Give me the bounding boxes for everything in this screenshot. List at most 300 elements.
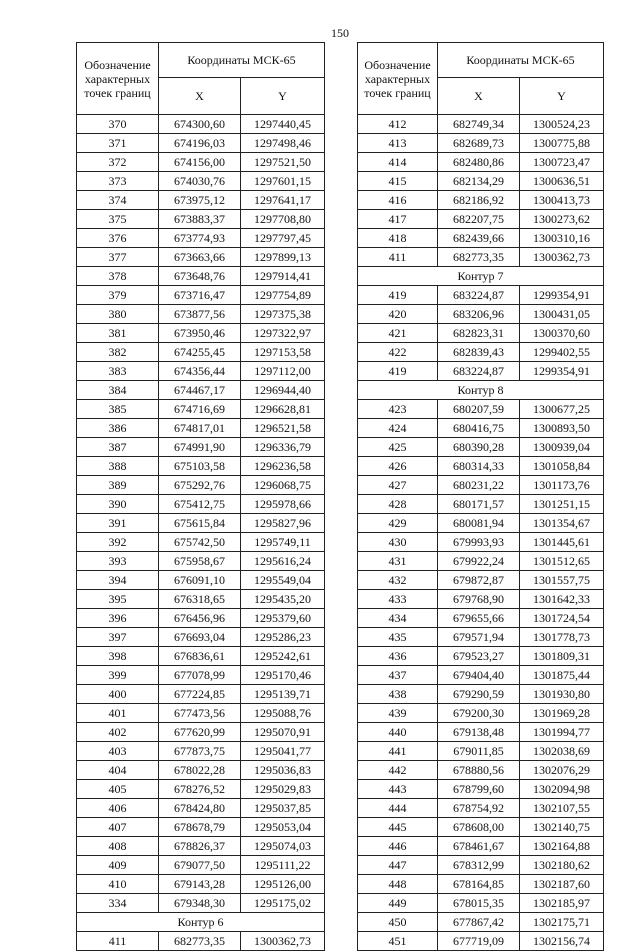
contour-row bbox=[77, 913, 325, 932]
x-cell: 674817,01 bbox=[159, 419, 241, 438]
x-cell: 680171,57 bbox=[438, 495, 520, 514]
x-cell: 679523,27 bbox=[438, 647, 520, 666]
point-cell: 403 bbox=[77, 742, 159, 761]
x-cell: 674030,76 bbox=[159, 172, 241, 191]
y-cell: 1300775,88 bbox=[520, 134, 604, 153]
y-cell: 1295379,60 bbox=[241, 609, 325, 628]
y-cell: 1300939,04 bbox=[520, 438, 604, 457]
y-cell: 1302180,62 bbox=[520, 856, 604, 875]
point-cell: 425 bbox=[358, 438, 438, 457]
x-cell: 678164,85 bbox=[438, 875, 520, 894]
point-cell: 394 bbox=[77, 571, 159, 590]
table-row bbox=[358, 514, 604, 533]
contour-label: Контур 8 bbox=[358, 381, 604, 400]
table-row bbox=[77, 343, 325, 362]
table-row bbox=[358, 438, 604, 457]
table-row bbox=[358, 799, 604, 818]
table-row bbox=[358, 552, 604, 571]
y-cell: 1299354,91 bbox=[520, 362, 604, 381]
x-cell: 674991,90 bbox=[159, 438, 241, 457]
table-row bbox=[77, 476, 325, 495]
point-cell: 416 bbox=[358, 191, 438, 210]
y-cell: 1300723,47 bbox=[520, 153, 604, 172]
x-cell: 683224,87 bbox=[438, 362, 520, 381]
x-cell: 674156,00 bbox=[159, 153, 241, 172]
table-row bbox=[77, 685, 325, 704]
point-cell: 419 bbox=[358, 286, 438, 305]
y-cell: 1295139,71 bbox=[241, 685, 325, 704]
point-cell: 449 bbox=[358, 894, 438, 913]
y-cell: 1296628,81 bbox=[241, 400, 325, 419]
point-cell: 434 bbox=[358, 609, 438, 628]
y-cell: 1297899,13 bbox=[241, 248, 325, 267]
y-cell: 1297112,00 bbox=[241, 362, 325, 381]
x-cell: 678880,56 bbox=[438, 761, 520, 780]
point-cell: 424 bbox=[358, 419, 438, 438]
table-row bbox=[358, 723, 604, 742]
y-cell: 1297797,45 bbox=[241, 229, 325, 248]
y-cell: 1297153,58 bbox=[241, 343, 325, 362]
x-cell: 682839,43 bbox=[438, 343, 520, 362]
point-cell: 396 bbox=[77, 609, 159, 628]
x-cell: 679348,30 bbox=[159, 894, 241, 913]
y-cell: 1297708,80 bbox=[241, 210, 325, 229]
table-row bbox=[77, 818, 325, 837]
table-row bbox=[358, 305, 604, 324]
x-cell: 682773,35 bbox=[438, 248, 520, 267]
y-cell: 1296068,75 bbox=[241, 476, 325, 495]
table-row bbox=[77, 495, 325, 514]
point-cell: 412 bbox=[358, 115, 438, 134]
point-cell: 371 bbox=[77, 134, 159, 153]
y-cell: 1297498,46 bbox=[241, 134, 325, 153]
y-cell: 1299354,91 bbox=[520, 286, 604, 305]
table-row bbox=[358, 248, 604, 267]
point-cell: 370 bbox=[77, 115, 159, 134]
table-row bbox=[358, 685, 604, 704]
point-cell: 404 bbox=[77, 761, 159, 780]
point-cell: 437 bbox=[358, 666, 438, 685]
y-cell: 1296944,40 bbox=[241, 381, 325, 400]
table-row bbox=[77, 742, 325, 761]
x-cell: 676318,65 bbox=[159, 590, 241, 609]
y-cell: 1302185,97 bbox=[520, 894, 604, 913]
x-cell: 674356,44 bbox=[159, 362, 241, 381]
x-cell: 679571,94 bbox=[438, 628, 520, 647]
y-cell: 1300677,25 bbox=[520, 400, 604, 419]
table-row bbox=[77, 267, 325, 286]
table-row bbox=[358, 742, 604, 761]
y-cell: 1297914,41 bbox=[241, 267, 325, 286]
table-row bbox=[358, 837, 604, 856]
table-row bbox=[358, 533, 604, 552]
point-cell: 400 bbox=[77, 685, 159, 704]
x-cell: 676456,96 bbox=[159, 609, 241, 628]
point-cell: 381 bbox=[77, 324, 159, 343]
x-cell: 673774,93 bbox=[159, 229, 241, 248]
header-point-label: Обозначение характерных точек границ bbox=[77, 43, 159, 115]
y-cell: 1295041,77 bbox=[241, 742, 325, 761]
x-cell: 673877,56 bbox=[159, 305, 241, 324]
point-cell: 395 bbox=[77, 590, 159, 609]
point-cell: 393 bbox=[77, 552, 159, 571]
point-cell: 405 bbox=[77, 780, 159, 799]
y-cell: 1297375,38 bbox=[241, 305, 325, 324]
table-row bbox=[77, 932, 325, 951]
y-cell: 1300893,50 bbox=[520, 419, 604, 438]
point-cell: 334 bbox=[77, 894, 159, 913]
y-cell: 1302140,75 bbox=[520, 818, 604, 837]
x-cell: 680231,22 bbox=[438, 476, 520, 495]
table-row bbox=[77, 533, 325, 552]
x-cell: 676693,04 bbox=[159, 628, 241, 647]
table-row bbox=[77, 704, 325, 723]
table-row bbox=[358, 571, 604, 590]
y-cell: 1301969,28 bbox=[520, 704, 604, 723]
y-cell: 1297322,97 bbox=[241, 324, 325, 343]
table-row bbox=[77, 571, 325, 590]
point-cell: 373 bbox=[77, 172, 159, 191]
contour-label: Контур 6 bbox=[77, 913, 325, 932]
table-row bbox=[358, 457, 604, 476]
x-cell: 679143,28 bbox=[159, 875, 241, 894]
y-cell: 1295053,04 bbox=[241, 818, 325, 837]
y-cell: 1300362,73 bbox=[520, 248, 604, 267]
y-cell: 1301557,75 bbox=[520, 571, 604, 590]
y-cell: 1301445,61 bbox=[520, 533, 604, 552]
x-cell: 679872,87 bbox=[438, 571, 520, 590]
table-row bbox=[358, 343, 604, 362]
point-cell: 380 bbox=[77, 305, 159, 324]
point-cell: 446 bbox=[358, 837, 438, 856]
x-cell: 675615,84 bbox=[159, 514, 241, 533]
header-y: Y bbox=[241, 78, 325, 115]
table-row bbox=[77, 400, 325, 419]
table-row bbox=[77, 438, 325, 457]
y-cell: 1300431,05 bbox=[520, 305, 604, 324]
x-cell: 674467,17 bbox=[159, 381, 241, 400]
table-row bbox=[358, 894, 604, 913]
point-cell: 417 bbox=[358, 210, 438, 229]
x-cell: 678608,00 bbox=[438, 818, 520, 837]
y-cell: 1295074,03 bbox=[241, 837, 325, 856]
point-cell: 415 bbox=[358, 172, 438, 191]
x-cell: 677078,99 bbox=[159, 666, 241, 685]
table-row bbox=[358, 932, 604, 951]
x-cell: 677224,85 bbox=[159, 685, 241, 704]
point-cell: 384 bbox=[77, 381, 159, 400]
point-cell: 413 bbox=[358, 134, 438, 153]
point-cell: 402 bbox=[77, 723, 159, 742]
y-cell: 1301354,67 bbox=[520, 514, 604, 533]
y-cell: 1295111,22 bbox=[241, 856, 325, 875]
table-row bbox=[358, 704, 604, 723]
point-cell: 385 bbox=[77, 400, 159, 419]
point-cell: 444 bbox=[358, 799, 438, 818]
y-cell: 1295435,20 bbox=[241, 590, 325, 609]
table-row bbox=[358, 172, 604, 191]
x-cell: 673883,37 bbox=[159, 210, 241, 229]
point-cell: 397 bbox=[77, 628, 159, 647]
x-cell: 679290,59 bbox=[438, 685, 520, 704]
point-cell: 390 bbox=[77, 495, 159, 514]
x-cell: 680314,33 bbox=[438, 457, 520, 476]
y-cell: 1301994,77 bbox=[520, 723, 604, 742]
y-cell: 1302175,71 bbox=[520, 913, 604, 932]
table-row bbox=[358, 780, 604, 799]
point-cell: 392 bbox=[77, 533, 159, 552]
table-row bbox=[77, 628, 325, 647]
x-cell: 682207,75 bbox=[438, 210, 520, 229]
x-cell: 677620,99 bbox=[159, 723, 241, 742]
table-row bbox=[77, 210, 325, 229]
y-cell: 1297521,50 bbox=[241, 153, 325, 172]
table-row bbox=[358, 590, 604, 609]
x-cell: 679200,30 bbox=[438, 704, 520, 723]
x-cell: 678015,35 bbox=[438, 894, 520, 913]
x-cell: 673716,47 bbox=[159, 286, 241, 305]
y-cell: 1295029,83 bbox=[241, 780, 325, 799]
x-cell: 682480,86 bbox=[438, 153, 520, 172]
point-cell: 428 bbox=[358, 495, 438, 514]
y-cell: 1300636,51 bbox=[520, 172, 604, 191]
y-cell: 1297754,89 bbox=[241, 286, 325, 305]
y-cell: 1300413,73 bbox=[520, 191, 604, 210]
x-cell: 679404,40 bbox=[438, 666, 520, 685]
y-cell: 1302038,69 bbox=[520, 742, 604, 761]
point-cell: 432 bbox=[358, 571, 438, 590]
table-row bbox=[358, 229, 604, 248]
table-row bbox=[77, 153, 325, 172]
y-cell: 1295978,66 bbox=[241, 495, 325, 514]
point-cell: 441 bbox=[358, 742, 438, 761]
table-row bbox=[358, 115, 604, 134]
point-cell: 436 bbox=[358, 647, 438, 666]
x-cell: 680081,94 bbox=[438, 514, 520, 533]
table-row bbox=[77, 115, 325, 134]
table-row bbox=[77, 894, 325, 913]
y-cell: 1300362,73 bbox=[241, 932, 325, 951]
point-cell: 401 bbox=[77, 704, 159, 723]
x-cell: 674196,03 bbox=[159, 134, 241, 153]
y-cell: 1299402,55 bbox=[520, 343, 604, 362]
table-row bbox=[358, 134, 604, 153]
table-row bbox=[358, 476, 604, 495]
x-cell: 679077,50 bbox=[159, 856, 241, 875]
table-row bbox=[358, 666, 604, 685]
x-cell: 673648,76 bbox=[159, 267, 241, 286]
y-cell: 1295170,46 bbox=[241, 666, 325, 685]
x-cell: 680416,75 bbox=[438, 419, 520, 438]
point-cell: 423 bbox=[358, 400, 438, 419]
point-cell: 374 bbox=[77, 191, 159, 210]
x-cell: 682186,92 bbox=[438, 191, 520, 210]
y-cell: 1296521,58 bbox=[241, 419, 325, 438]
y-cell: 1295549,04 bbox=[241, 571, 325, 590]
x-cell: 678424,80 bbox=[159, 799, 241, 818]
table-row bbox=[77, 647, 325, 666]
x-cell: 682773,35 bbox=[159, 932, 241, 951]
x-cell: 682134,29 bbox=[438, 172, 520, 191]
x-cell: 678799,60 bbox=[438, 780, 520, 799]
table-row bbox=[358, 191, 604, 210]
y-cell: 1297641,17 bbox=[241, 191, 325, 210]
y-cell: 1302076,29 bbox=[520, 761, 604, 780]
y-cell: 1301642,33 bbox=[520, 590, 604, 609]
x-cell: 673975,12 bbox=[159, 191, 241, 210]
point-cell: 388 bbox=[77, 457, 159, 476]
point-cell: 407 bbox=[77, 818, 159, 837]
point-cell: 391 bbox=[77, 514, 159, 533]
contour-label: Контур 7 bbox=[358, 267, 604, 286]
table-row bbox=[358, 761, 604, 780]
table-row bbox=[358, 628, 604, 647]
point-cell: 377 bbox=[77, 248, 159, 267]
header-x: X bbox=[438, 78, 520, 115]
x-cell: 674716,69 bbox=[159, 400, 241, 419]
y-cell: 1295827,96 bbox=[241, 514, 325, 533]
y-cell: 1301930,80 bbox=[520, 685, 604, 704]
point-cell: 399 bbox=[77, 666, 159, 685]
header-coords-group: Координаты МСК-65 bbox=[438, 43, 604, 78]
table-row bbox=[358, 324, 604, 343]
x-cell: 676091,10 bbox=[159, 571, 241, 590]
point-cell: 409 bbox=[77, 856, 159, 875]
y-cell: 1301251,15 bbox=[520, 495, 604, 514]
point-cell: 420 bbox=[358, 305, 438, 324]
x-cell: 678826,37 bbox=[159, 837, 241, 856]
point-cell: 422 bbox=[358, 343, 438, 362]
y-cell: 1301809,31 bbox=[520, 647, 604, 666]
x-cell: 679922,24 bbox=[438, 552, 520, 571]
x-cell: 682749,34 bbox=[438, 115, 520, 134]
coordinates-table-right bbox=[357, 42, 604, 951]
x-cell: 677873,75 bbox=[159, 742, 241, 761]
coordinates-table-left bbox=[76, 42, 325, 951]
table-row bbox=[77, 172, 325, 191]
point-cell: 387 bbox=[77, 438, 159, 457]
table-row bbox=[77, 362, 325, 381]
y-cell: 1300273,62 bbox=[520, 210, 604, 229]
x-cell: 682823,31 bbox=[438, 324, 520, 343]
table-row bbox=[77, 799, 325, 818]
point-cell: 383 bbox=[77, 362, 159, 381]
x-cell: 680207,59 bbox=[438, 400, 520, 419]
point-cell: 427 bbox=[358, 476, 438, 495]
y-cell: 1295088,76 bbox=[241, 704, 325, 723]
y-cell: 1302187,60 bbox=[520, 875, 604, 894]
x-cell: 679138,48 bbox=[438, 723, 520, 742]
table-row bbox=[77, 381, 325, 400]
y-cell: 1302164,88 bbox=[520, 837, 604, 856]
x-cell: 679655,66 bbox=[438, 609, 520, 628]
point-cell: 442 bbox=[358, 761, 438, 780]
point-cell: 448 bbox=[358, 875, 438, 894]
y-cell: 1295070,91 bbox=[241, 723, 325, 742]
y-cell: 1295126,00 bbox=[241, 875, 325, 894]
point-cell: 389 bbox=[77, 476, 159, 495]
table-row bbox=[358, 818, 604, 837]
x-cell: 683224,87 bbox=[438, 286, 520, 305]
header-y: Y bbox=[520, 78, 604, 115]
table-row bbox=[358, 153, 604, 172]
x-cell: 675103,58 bbox=[159, 457, 241, 476]
x-cell: 675412,75 bbox=[159, 495, 241, 514]
point-cell: 375 bbox=[77, 210, 159, 229]
point-cell: 411 bbox=[358, 248, 438, 267]
header-coords-group: Координаты МСК-65 bbox=[159, 43, 325, 78]
table-row bbox=[77, 723, 325, 742]
x-cell: 674300,60 bbox=[159, 115, 241, 134]
x-cell: 682689,73 bbox=[438, 134, 520, 153]
table-row bbox=[77, 191, 325, 210]
point-cell: 419 bbox=[358, 362, 438, 381]
point-cell: 447 bbox=[358, 856, 438, 875]
point-cell: 386 bbox=[77, 419, 159, 438]
point-cell: 430 bbox=[358, 533, 438, 552]
table-row bbox=[358, 875, 604, 894]
x-cell: 683206,96 bbox=[438, 305, 520, 324]
page-number: 150 bbox=[331, 26, 349, 40]
table-row bbox=[77, 666, 325, 685]
point-cell: 445 bbox=[358, 818, 438, 837]
point-cell: 421 bbox=[358, 324, 438, 343]
y-cell: 1302156,74 bbox=[520, 932, 604, 951]
y-cell: 1295616,24 bbox=[241, 552, 325, 571]
header-point-label: Обозначение характерных точек границ bbox=[358, 43, 438, 115]
point-cell: 398 bbox=[77, 647, 159, 666]
point-cell: 431 bbox=[358, 552, 438, 571]
y-cell: 1301875,44 bbox=[520, 666, 604, 685]
x-cell: 680390,28 bbox=[438, 438, 520, 457]
point-cell: 382 bbox=[77, 343, 159, 362]
table-row bbox=[77, 837, 325, 856]
table-row bbox=[77, 229, 325, 248]
y-cell: 1300524,23 bbox=[520, 115, 604, 134]
y-cell: 1300310,16 bbox=[520, 229, 604, 248]
x-cell: 678678,79 bbox=[159, 818, 241, 837]
y-cell: 1300370,60 bbox=[520, 324, 604, 343]
table-row bbox=[358, 913, 604, 932]
y-cell: 1301778,73 bbox=[520, 628, 604, 647]
point-cell: 429 bbox=[358, 514, 438, 533]
point-cell: 439 bbox=[358, 704, 438, 723]
table-row bbox=[77, 856, 325, 875]
point-cell: 372 bbox=[77, 153, 159, 172]
point-cell: 414 bbox=[358, 153, 438, 172]
x-cell: 678754,92 bbox=[438, 799, 520, 818]
x-cell: 675742,50 bbox=[159, 533, 241, 552]
point-cell: 435 bbox=[358, 628, 438, 647]
table-row bbox=[358, 210, 604, 229]
table-row bbox=[77, 514, 325, 533]
y-cell: 1295749,11 bbox=[241, 533, 325, 552]
table-row bbox=[358, 495, 604, 514]
table-row bbox=[358, 400, 604, 419]
table-row bbox=[358, 286, 604, 305]
table-row bbox=[358, 362, 604, 381]
table-row bbox=[77, 761, 325, 780]
x-cell: 676836,61 bbox=[159, 647, 241, 666]
point-cell: 406 bbox=[77, 799, 159, 818]
table-row bbox=[77, 134, 325, 153]
table-row bbox=[358, 647, 604, 666]
point-cell: 433 bbox=[358, 590, 438, 609]
point-cell: 426 bbox=[358, 457, 438, 476]
y-cell: 1301512,65 bbox=[520, 552, 604, 571]
point-cell: 379 bbox=[77, 286, 159, 305]
y-cell: 1295036,83 bbox=[241, 761, 325, 780]
